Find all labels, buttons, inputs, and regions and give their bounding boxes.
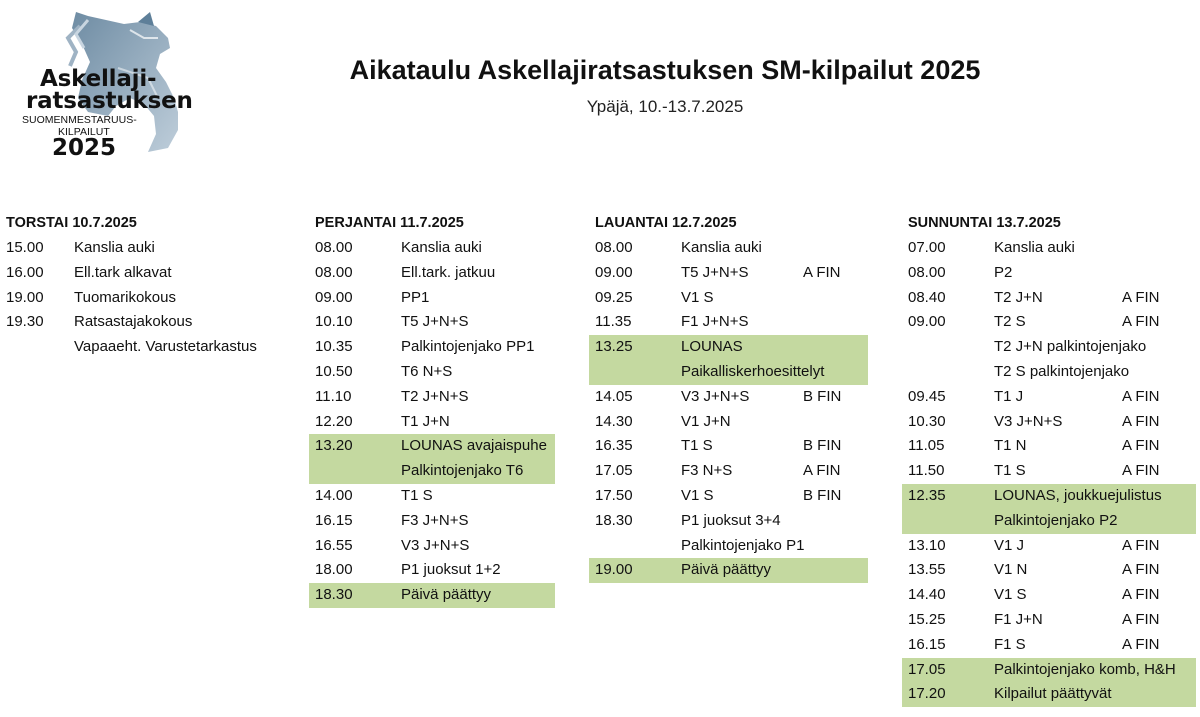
row-event: P1 juoksut 3+4 [681, 511, 781, 529]
row-event: Palkintojenjako T6 [401, 462, 524, 480]
row-class: A FIN [803, 462, 841, 480]
row-time: 15.00 [6, 239, 44, 256]
schedule-row [589, 286, 868, 311]
logo-text-year: 2025 [52, 135, 117, 161]
schedule-row [589, 459, 868, 484]
row-event: Kanslia auki [994, 239, 1075, 256]
row-class: B FIN [803, 387, 842, 405]
schedule-row [902, 310, 1196, 335]
logo-text-line2: ratsastuksen [26, 88, 193, 114]
schedule-row [902, 633, 1196, 658]
row-time: 14.00 [315, 486, 353, 504]
logo-text-line3: SUOMENMESTARUUS- [22, 114, 137, 126]
row-event: LOUNAS avajaispuhe [401, 437, 547, 455]
row-class: A FIN [1122, 462, 1160, 480]
row-time: 08.00 [315, 263, 353, 281]
row-event: F1 S [994, 635, 1026, 653]
row-event: Paikalliskerhoesittelyt [681, 362, 825, 380]
row-class: A FIN [1122, 610, 1160, 628]
day-column-saturday [589, 210, 868, 583]
row-time: 08.00 [595, 239, 633, 256]
schedule-row [589, 360, 868, 385]
row-event: Kanslia auki [401, 239, 482, 256]
day-column-friday [309, 210, 555, 608]
row-time: 09.45 [908, 387, 946, 405]
row-event: T1 N [994, 437, 1027, 455]
row-event: T1 S [401, 486, 433, 504]
row-time: 10.50 [315, 362, 353, 380]
row-event: Ell.tark. jatkuu [401, 263, 496, 281]
row-time: 14.05 [595, 387, 633, 405]
row-class: A FIN [1122, 313, 1160, 331]
schedule-row [309, 509, 555, 534]
row-event: PP1 [401, 288, 430, 306]
row-time: 07.00 [908, 239, 946, 256]
row-class: A FIN [1122, 635, 1160, 653]
row-time: 16.55 [315, 536, 353, 554]
schedule-row [902, 558, 1196, 583]
row-time: 18.30 [315, 586, 353, 604]
event-logo [18, 8, 198, 161]
row-event: T2 J+N palkintojenjako [994, 338, 1147, 356]
schedule-row [0, 261, 290, 286]
row-event: LOUNAS [681, 338, 743, 356]
schedule-row [902, 434, 1196, 459]
logo-text-line1: Askellaji- [40, 66, 157, 92]
page-subtitle: Ypäjä, 10.-13.7.2025 [586, 97, 744, 116]
row-time: 13.20 [315, 437, 353, 455]
row-class: A FIN [1122, 437, 1160, 455]
schedule-row [309, 459, 555, 484]
row-time: 14.30 [595, 412, 633, 430]
row-time: 19.30 [6, 313, 44, 331]
row-time: 19.00 [6, 288, 44, 306]
schedule-row [589, 261, 868, 286]
schedule-row [902, 236, 1196, 261]
row-event: T1 J [994, 387, 1024, 405]
row-event: T2 S palkintojenjako [994, 362, 1130, 380]
schedule-row [902, 261, 1196, 286]
row-event: V1 N [994, 561, 1028, 579]
row-event: Tuomarikokous [74, 288, 176, 306]
row-time: 13.55 [908, 561, 946, 579]
schedule-row [902, 286, 1196, 311]
row-event: V3 J+N+S [401, 536, 470, 554]
day-column-sunday [902, 210, 1196, 707]
row-time: 17.20 [908, 685, 946, 703]
schedule-row [309, 385, 555, 410]
row-time: 14.40 [908, 586, 946, 604]
row-event: V1 S [681, 486, 714, 504]
schedule-list [309, 236, 555, 608]
row-event: T5 J+N+S [401, 313, 469, 331]
row-time: 15.25 [908, 610, 946, 628]
schedule-row [589, 310, 868, 335]
row-class: A FIN [1122, 387, 1160, 405]
schedule-row [902, 335, 1196, 360]
schedule-row [309, 583, 555, 608]
row-time: 16.15 [315, 511, 353, 529]
row-event: LOUNAS, joukkuejulistus [994, 486, 1162, 504]
schedule-row [902, 509, 1196, 534]
row-time: 16.15 [908, 635, 946, 653]
schedule-row [309, 335, 555, 360]
row-time: 11.05 [908, 437, 945, 455]
row-class: A FIN [1122, 586, 1160, 604]
schedule-row [902, 385, 1196, 410]
row-time: 17.05 [595, 462, 633, 480]
row-time: 08.40 [908, 288, 946, 306]
row-time: 11.35 [595, 313, 632, 331]
row-event: T2 S [994, 313, 1026, 331]
schedule-row [309, 534, 555, 559]
schedule-row [902, 484, 1196, 509]
row-time: 12.35 [908, 486, 946, 504]
schedule-row [309, 558, 555, 583]
row-event: F3 J+N+S [401, 511, 469, 529]
schedule-row [902, 608, 1196, 633]
row-time: 08.00 [315, 239, 353, 256]
row-event: Palkintojenjako P1 [681, 536, 805, 554]
row-class: B FIN [803, 437, 842, 455]
row-event: T2 J+N [994, 288, 1043, 306]
row-event: T1 S [994, 462, 1026, 480]
row-class: A FIN [803, 263, 841, 281]
row-event: Palkintojenjako PP1 [401, 338, 535, 356]
schedule-row [309, 236, 555, 261]
row-event: T1 J+N [401, 412, 450, 430]
row-time: 12.20 [315, 412, 353, 430]
row-event: Palkintojenjako komb, H&H [994, 660, 1176, 678]
schedule-row [902, 534, 1196, 559]
logo-text-line4: KILPAILUT [58, 126, 110, 138]
row-time: 13.25 [595, 338, 633, 356]
row-class: B FIN [803, 486, 842, 504]
row-event: F1 J+N+S [681, 313, 749, 331]
schedule-row [309, 286, 555, 311]
row-event: V3 J+N+S [681, 387, 750, 405]
row-time: 18.30 [595, 511, 633, 529]
schedule-row [589, 335, 868, 360]
row-event: T6 N+S [401, 362, 453, 380]
row-time: 09.00 [315, 288, 353, 306]
row-time: 10.35 [315, 338, 353, 356]
row-event: V1 J+N [681, 412, 731, 430]
schedule-row [589, 236, 868, 261]
schedule-row [589, 385, 868, 410]
schedule-row [309, 434, 555, 459]
day-column-thursday [0, 210, 290, 360]
row-time: 16.00 [6, 263, 44, 281]
schedule-row [902, 360, 1196, 385]
row-event: V1 J [994, 536, 1025, 554]
schedule-row [902, 658, 1196, 683]
schedule-list [589, 236, 868, 583]
row-time: 11.50 [908, 462, 945, 480]
schedule-row [589, 484, 868, 509]
schedule-row [0, 286, 290, 311]
day-heading: SUNNUNTAI 13.7.2025 [908, 215, 1061, 231]
row-time: 18.00 [315, 561, 353, 579]
schedule-row [589, 558, 868, 583]
row-time: 11.10 [315, 387, 352, 405]
row-time: 09.00 [908, 313, 946, 331]
schedule-row [309, 310, 555, 335]
row-time: 19.00 [595, 561, 633, 579]
day-heading: TORSTAI 10.7.2025 [6, 215, 137, 231]
row-event: Ratsastajakokous [74, 313, 193, 331]
row-event: Kilpailut päättyvät [994, 685, 1112, 703]
schedule-row [902, 583, 1196, 608]
schedule-list [902, 236, 1196, 707]
row-event: T2 J+N+S [401, 387, 469, 405]
row-class: A FIN [1122, 536, 1160, 554]
schedule-row [309, 360, 555, 385]
schedule-row [589, 534, 868, 559]
row-event: Kanslia auki [74, 239, 155, 256]
row-time: 16.35 [595, 437, 633, 455]
row-event: Kanslia auki [681, 239, 762, 256]
schedule-list [0, 236, 290, 360]
row-time: 13.10 [908, 536, 946, 554]
schedule-row [0, 310, 290, 335]
row-class: A FIN [1122, 412, 1160, 430]
day-heading: PERJANTAI 11.7.2025 [315, 215, 464, 231]
page-title: Aikataulu Askellajiratsastuksen SM-kilpailut 2025 [349, 55, 981, 85]
schedule-row [309, 484, 555, 509]
schedule-row [902, 410, 1196, 435]
schedule-row [0, 236, 290, 261]
row-event: P1 juoksut 1+2 [401, 561, 501, 579]
schedule-row [309, 261, 555, 286]
schedule-row [0, 335, 290, 360]
row-time: 17.50 [595, 486, 633, 504]
row-event: P2 [994, 263, 1013, 281]
row-event: V1 S [681, 288, 714, 306]
schedule-row [902, 459, 1196, 484]
schedule-row [589, 410, 868, 435]
row-event: Päivä päättyy [681, 561, 772, 579]
row-event: V1 S [994, 586, 1027, 604]
row-time: 17.05 [908, 660, 946, 678]
row-event: T1 S [681, 437, 713, 455]
row-event: Vapaaeht. Varustetarkastus [74, 338, 257, 356]
day-heading: LAUANTAI 12.7.2025 [595, 215, 737, 231]
row-event: F1 J+N [994, 610, 1043, 628]
schedule-row [309, 410, 555, 435]
row-event: T5 J+N+S [681, 263, 749, 281]
row-time: 09.25 [595, 288, 633, 306]
schedule-row [589, 509, 868, 534]
row-time: 10.30 [908, 412, 946, 430]
row-class: A FIN [1122, 288, 1160, 306]
row-event: Päivä päättyy [401, 586, 492, 604]
row-event: F3 N+S [681, 462, 733, 480]
row-event: Palkintojenjako P2 [994, 511, 1118, 529]
row-event: V3 J+N+S [994, 412, 1063, 430]
row-time: 10.10 [315, 313, 353, 331]
schedule-row [589, 434, 868, 459]
row-class: A FIN [1122, 561, 1160, 579]
row-event: Ell.tark alkavat [74, 263, 172, 281]
schedule-row [902, 682, 1196, 707]
row-time: 08.00 [908, 263, 946, 281]
row-time: 09.00 [595, 263, 633, 281]
